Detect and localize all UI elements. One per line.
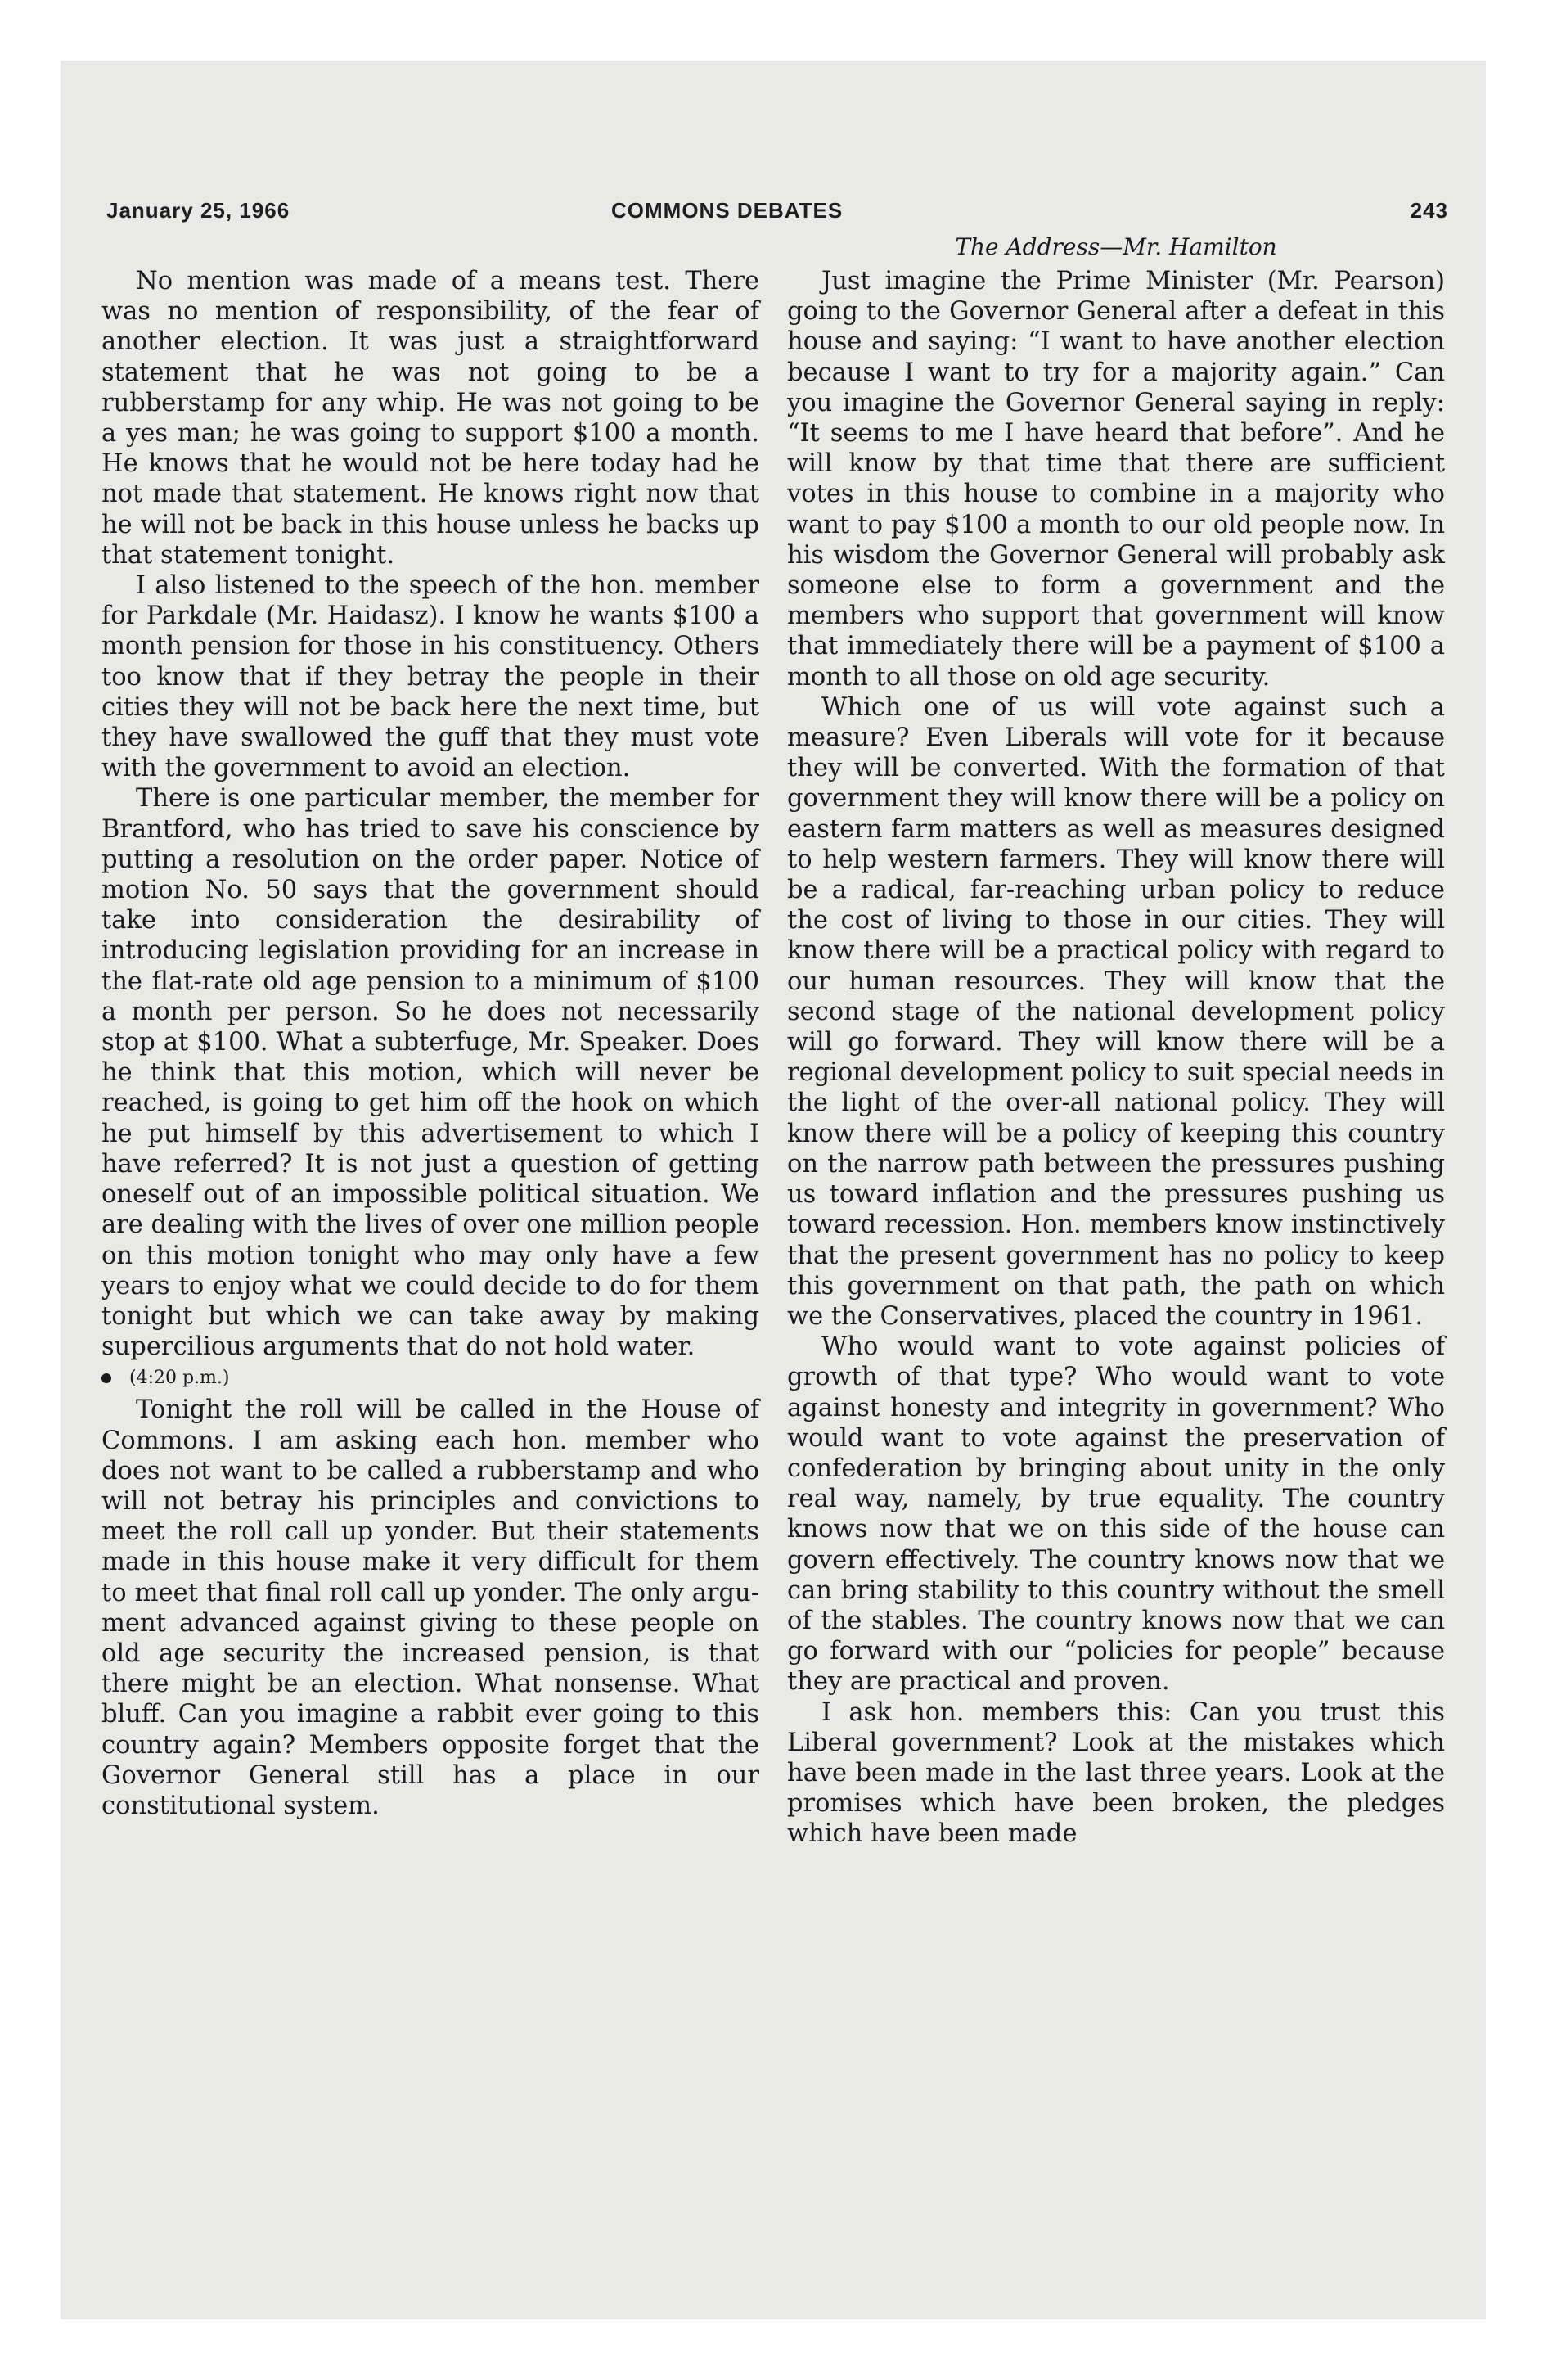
running-head: The Address—Mr. Hamilton bbox=[955, 233, 1277, 260]
page-number: 243 bbox=[1410, 198, 1448, 223]
paragraph: Which one of us will vote against such a measure? Even Liberals will vote for it because they will be converted. With the formation of that government they will know there will be a policy on eastern farm matters as well as measures designed to help western farmers. They will know there will be a radical, far-reaching urban policy to reduce the cost of living to those in our cities. They will know there will be a practical policy with regard to our human resources. They will know that the second stage of the national development policy will go forward. They will know there will be a regional development policy to suit special needs in the light of the over-all national policy. They will know there will be a policy of keeping this country on the narrow path between the pressures pushing us toward inflation and the pressures pushing us toward recession. Hon. members know instinctively that the present government has no policy to keep this government on that path, the path on which we the Conservatives, placed the country in 1961. bbox=[787, 692, 1445, 1331]
paragraph: Who would want to vote against policies of growth of that type? Who would want to vote against honesty and integrity in government? Who would want to vote against the preservation of confederation by bringing about unity in the only real way, namely, by true equality. The country knows now that we on this side of the house can govern effectively. The country knows now that we can bring stability to this country without the smell of the stables. The country knows now that we can go forward with our “policies for people” because they are practical and proven. bbox=[787, 1332, 1445, 1697]
paragraph: I ask hon. members this: Can you trust this Liberal government? Look at the mistakes which have been made in the last three years. Look at the promises which have been broken, the pledges which have been made bbox=[787, 1697, 1445, 1849]
time-marker bbox=[101, 1362, 759, 1395]
paragraph: I also listened to the speech of the hon. member for Parkdale (Mr. Haidasz). I know he wants $100 a month pension for those in his constituency. Others too know that if they betray the people in their cities they will not be back here the next time, but they have swallowed the guff that they must vote with the government to avoid an election. bbox=[101, 571, 759, 783]
header-date: January 25, 1966 bbox=[106, 198, 290, 223]
paragraph: Just imagine the Prime Minister (Mr. Pearson) going to the Governor General after a defeat in this house and saying: “I want to have another election because I want to try for a majority again.” Can you imagine the Governor General saying in reply: “It seems to me I have heard that before”. And he will know by that time that there are sufficient votes in this house to combine in a majority who want to pay $100 a month to our old people now. In his wisdom the Governor General will probably ask someone else to form a government and the members who support that government will know that immediately there will be a payment of $100 a month to all those on old age security. bbox=[787, 267, 1445, 692]
bullet-icon bbox=[101, 1373, 111, 1383]
page-header bbox=[106, 198, 1448, 231]
paragraph: No mention was made of a means test. There was no mention of responsibility, of the fear of another election. It was just a straightforward statement that he was not going to be a rubberstamp for any whip. He was not going to be a yes man; he was going to support $100 a month. He knows that he would not be here today had he not made that statement. He knows right now that he will not be back in this house unless he backs up that statement tonight. bbox=[101, 267, 759, 570]
paragraph: Tonight the roll will be called in the House of Commons. I am asking each hon. member who does not want to be called a rubberstamp and who will not betray his principles and convictions to meet the roll call up yonder. But their statements made in this house make it very difficult for them to meet that final roll call up yonder. The only argument advanced against giving to these people on old age security the increased pension, is that there might be an election. What nonsense. What bluff. Can you imagine a rabbit ever going to this country again? Members opposite forget that the Governor General still has a place in our constitutional system. bbox=[101, 1395, 759, 1820]
left-column bbox=[101, 266, 759, 1821]
header-title: COMMONS DEBATES bbox=[611, 198, 844, 223]
right-column bbox=[787, 266, 1445, 1850]
time-stamp: (4:20 p.m.) bbox=[129, 1368, 230, 1389]
paragraph: There is one particular member, the member for Brantford, who has tried to save his conscience by putting a resolution on the order paper. Notice of motion No. 50 says that the government should take into consideration the desirability of introducing legislation providing for an increase in the flat-rate old age pension to a minimum of $100 a month per person. So he does not necessarily stop at $100. What a subterfuge, Mr. Speaker. Does he think that this motion, which will never be reached, is going to get him off the hook on which he put himself by this advertisement to which I have referred? It is not just a question of getting oneself out of an impossible political situation. We are dealing with the lives of over one million people on this motion tonight who may only have a few years to enjoy what we could decide to do for them tonight but which we can take away by making supercilious arguments that do not hold water. bbox=[101, 784, 759, 1362]
